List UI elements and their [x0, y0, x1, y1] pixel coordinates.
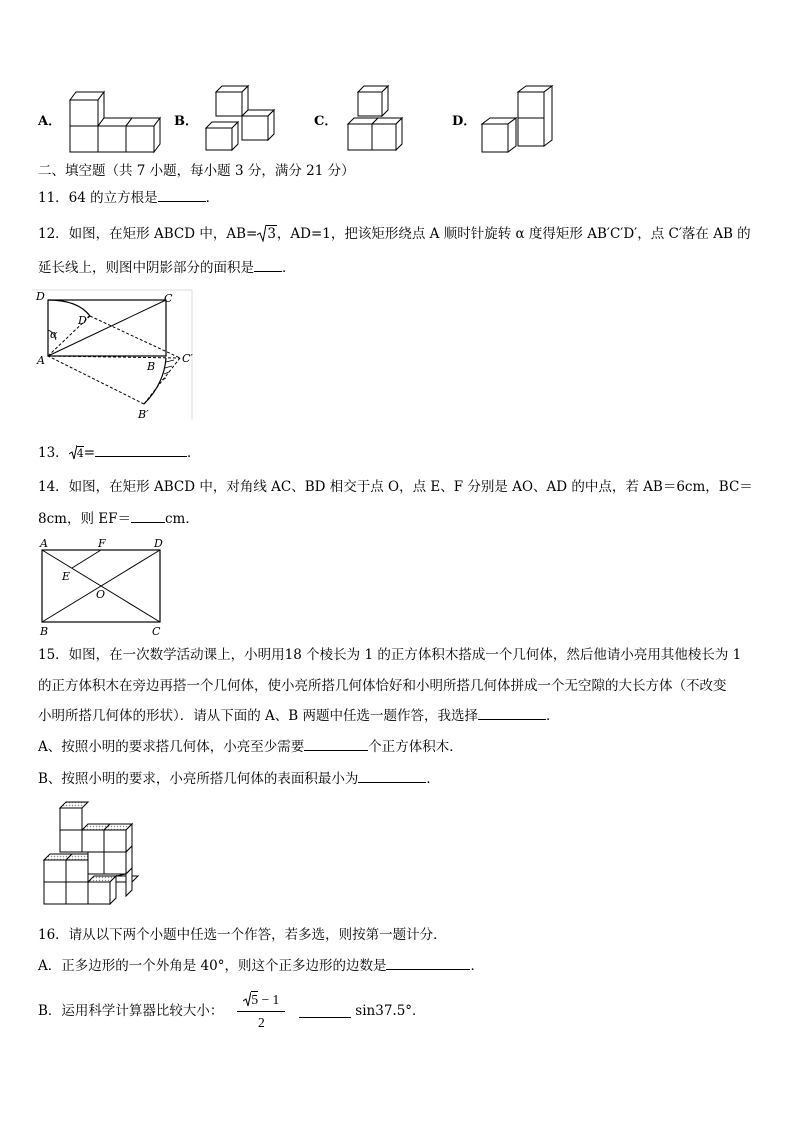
label-C: C — [164, 292, 173, 305]
question-16-option-a-text: A．正多边形的一个外角是 40°，则这个正多边形的边数是 — [38, 958, 387, 974]
question-15-line-3-text: 小明所搭几何体的形状）．请从下面的 A、B 两题中任选一题作答，我选择 — [38, 708, 479, 724]
label-A: A — [40, 537, 48, 550]
sqrt-radicand: 4 — [76, 447, 84, 460]
section-heading: 二、填空题（共 7 小题，每小题 3 分，满分 21 分） — [38, 163, 355, 179]
fraction-numerator — [237, 991, 285, 1012]
label-C: C — [152, 625, 161, 638]
question-13-eq: = — [83, 445, 95, 461]
question-11-text: 11．64 的立方根是 — [38, 190, 158, 206]
option-d-cube-figure — [478, 82, 564, 156]
label-A: A — [37, 354, 45, 367]
question-15-line-3: 小明所搭几何体的形状）．请从下面的 A、B 两题中任选一题作答，我选择 ． — [38, 708, 560, 724]
label-F: F — [98, 537, 106, 550]
option-a-cube-figure — [64, 88, 164, 154]
answer-blank — [386, 957, 470, 970]
sqrt-radicand: 3 — [267, 226, 276, 242]
question-16-line-1: 16．请从以下两个小题中任选一个作答，若多选，则按第一题计分． — [38, 927, 447, 943]
question-11: 11．64 的立方根是 ． — [38, 190, 220, 206]
label-D: D — [154, 537, 163, 550]
option-b-cube-figure — [202, 84, 282, 154]
sqrt-3 — [257, 224, 277, 243]
answer-blank — [358, 770, 426, 783]
question-15-option-a — [38, 738, 463, 756]
question-15-line-2: 的正方体积木在旁边再搭一个几何体，使小亮所搭几何体恰好和小明所搭几何体拼成一个无空隙的大长方体（不改变 — [38, 678, 727, 694]
numerator-rest: − 1 — [258, 991, 280, 1007]
question-14-line-1: 14．如图，在矩形 ABCD 中，对角线 AC、BD 相交于点 O，点 E、F 分别是 AO、AD 的中点，若 AB＝6cm，BC＝ — [38, 479, 753, 495]
label-E: E — [62, 570, 71, 583]
question-15-option-b: B、按照小明的要求，小亮所搭几何体的表面积最小为 ． — [38, 771, 440, 787]
question-16-option-b — [38, 990, 426, 1032]
label-B: B — [40, 625, 49, 638]
answer-blank — [304, 738, 368, 751]
question-16-option-b-pre: B．运用科学计算器比较大小： — [38, 1003, 224, 1019]
answer-blank — [158, 189, 206, 202]
sqrt-radicand: 5 — [251, 991, 259, 1007]
question-15-cube-figure — [38, 798, 142, 916]
answer-blank — [299, 1005, 351, 1018]
answer-blank — [478, 707, 546, 720]
option-d-label: D． — [452, 114, 477, 129]
question-14-line-2 — [38, 510, 199, 528]
answer-blank — [131, 510, 165, 523]
option-c-cube-figure — [344, 82, 416, 154]
question-15-option-a-post: 个正方体积木． — [368, 739, 463, 755]
label-C-prime: C′ — [182, 352, 193, 365]
question-13-prefix: 13． — [38, 445, 69, 461]
question-12-figure — [32, 288, 202, 428]
question-14-figure — [34, 536, 174, 638]
label-B-prime: B′ — [138, 408, 149, 421]
question-12-line-1 — [38, 224, 751, 243]
label-alpha: α — [50, 328, 58, 341]
label-B: B — [147, 360, 156, 373]
question-14-line-2-pre: 8cm，则 EF＝ — [38, 511, 131, 527]
question-15-option-a-pre: A、按照小明的要求搭几何体，小亮至少需要 — [38, 739, 305, 755]
question-13: 13． 4= ． — [38, 445, 201, 461]
question-15-line-1: 15．如图，在一次数学活动课上，小明用18 个棱长为 1 的正方体积木搭成一个几何体，然后他请小亮用其他棱长为 1 — [38, 647, 742, 663]
answer-blank — [254, 259, 282, 272]
question-15-option-b-text: B、按照小明的要求，小亮所搭几何体的表面积最小为 — [38, 771, 359, 787]
fraction — [237, 991, 285, 1032]
answer-blank — [95, 444, 187, 457]
option-a-label: A． — [38, 114, 62, 129]
label-D: D — [36, 290, 45, 303]
question-16-option-a: A．正多边形的一个外角是 40°，则这个正多边形的边数是 ． — [38, 958, 484, 974]
label-O: O — [96, 588, 106, 601]
question-12-line-2-text: 延长线上，则图中阴影部分的面积是 — [38, 260, 254, 276]
question-12-line-2: 延长线上，则图中阴影部分的面积是 ． — [38, 260, 296, 276]
label-D-prime: D′ — [78, 314, 90, 327]
question-12-line-1-pre: 12．如图，在矩形 ABCD 中，AB= — [38, 226, 258, 242]
question-12-line-1-post: ，AD=1，把该矩形绕点 A 顺时针旋转 α 度得矩形 AB′C′D′，点 C′落在 AB 的 — [276, 226, 751, 242]
option-c-label: C． — [314, 114, 338, 129]
question-16-option-b-post: sin37.5°． — [355, 1003, 426, 1019]
question-14-line-2-post: cm． — [164, 511, 199, 527]
fraction-denominator: 2 — [257, 1014, 265, 1030]
option-b-label: B． — [174, 114, 198, 129]
sqrt-4 — [69, 444, 84, 463]
